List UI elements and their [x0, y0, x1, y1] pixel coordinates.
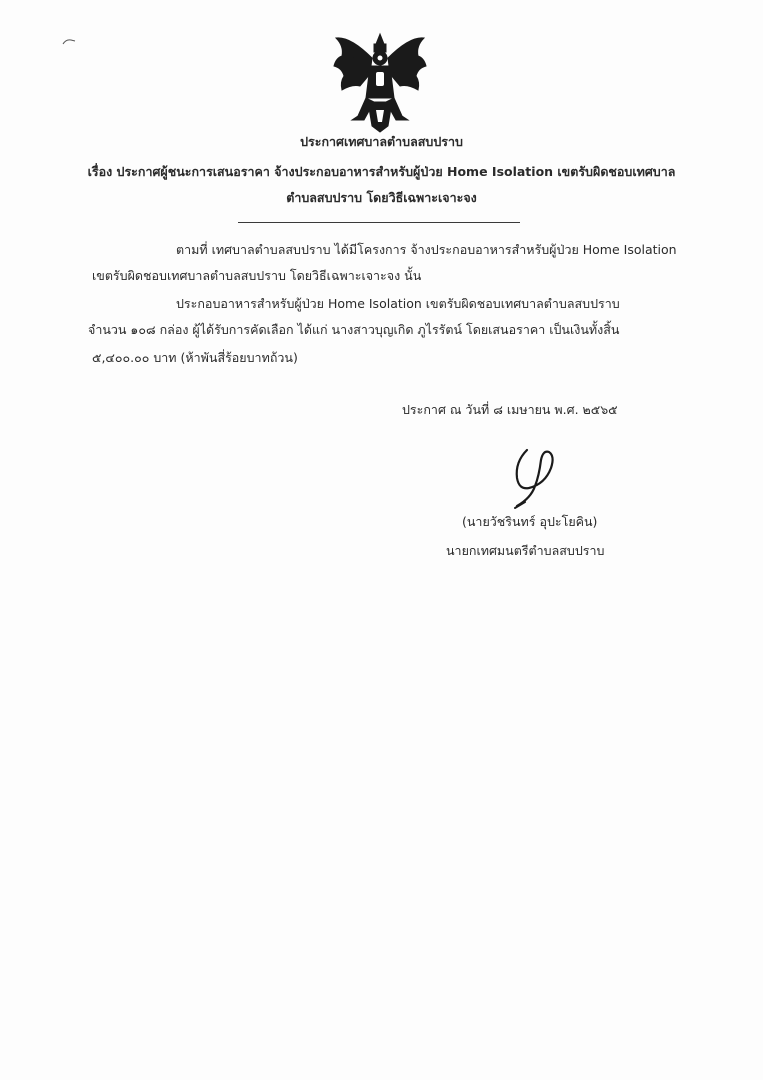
announcement-header: ประกาศเทศบาลตำบลสบปราบ	[300, 134, 463, 149]
handwritten-signature	[505, 442, 575, 512]
paragraph-1-line-2: เขตรับผิดชอบเทศบาลตำบลสบปราบ โดยวิธีเฉพาะเจาะจง นั้น	[92, 268, 422, 283]
announce-date: ประกาศ ณ วันที่ ๘ เมษายน พ.ศ. ๒๕๖๕	[402, 402, 618, 417]
paragraph-2-line-1: ประกอบอาหารสำหรับผู้ป่วย Home Isolation เขตรับผิดชอบเทศบาลตำบลสบปราบ	[176, 296, 620, 311]
paragraph-2-line-3: ๕,๔๐๐.๐๐ บาท (ห้าพันสี่ร้อยบาทถ้วน)	[92, 350, 298, 365]
signer-title: นายกเทศมนตรีตำบลสบปราบ	[446, 543, 605, 558]
paragraph-1-line-1: ตามที่ เทศบาลตำบลสบปราบ ได้มีโครงการ จ้างประกอบอาหารสำหรับผู้ป่วย Home Isolation	[176, 242, 677, 257]
paragraph-2-line-2: จำนวน ๑๐๘ กล่อง ผู้ได้รับการคัดเลือก ได้แก่ นางสาวบุญเกิด ภูไรรัตน์ โดยเสนอราคา เป็นเงินทั้งสิ้น	[88, 322, 620, 337]
subject-line-1: เรื่อง ประกาศผู้ชนะการเสนอราคา จ้างประกอบอาหารสำหรับผู้ป่วย Home Isolation เขตรับผิดชอบเทศบาล	[87, 164, 676, 179]
subject-line-2: ตำบลสบปราบ โดยวิธีเฉพาะเจาะจง	[286, 190, 477, 205]
separator-rule	[238, 222, 520, 223]
signer-name: (นายวัชรินทร์ อุปะโยคิน)	[462, 514, 598, 529]
scan-speck-mark	[62, 38, 76, 46]
garuda-emblem-icon	[330, 28, 430, 136]
